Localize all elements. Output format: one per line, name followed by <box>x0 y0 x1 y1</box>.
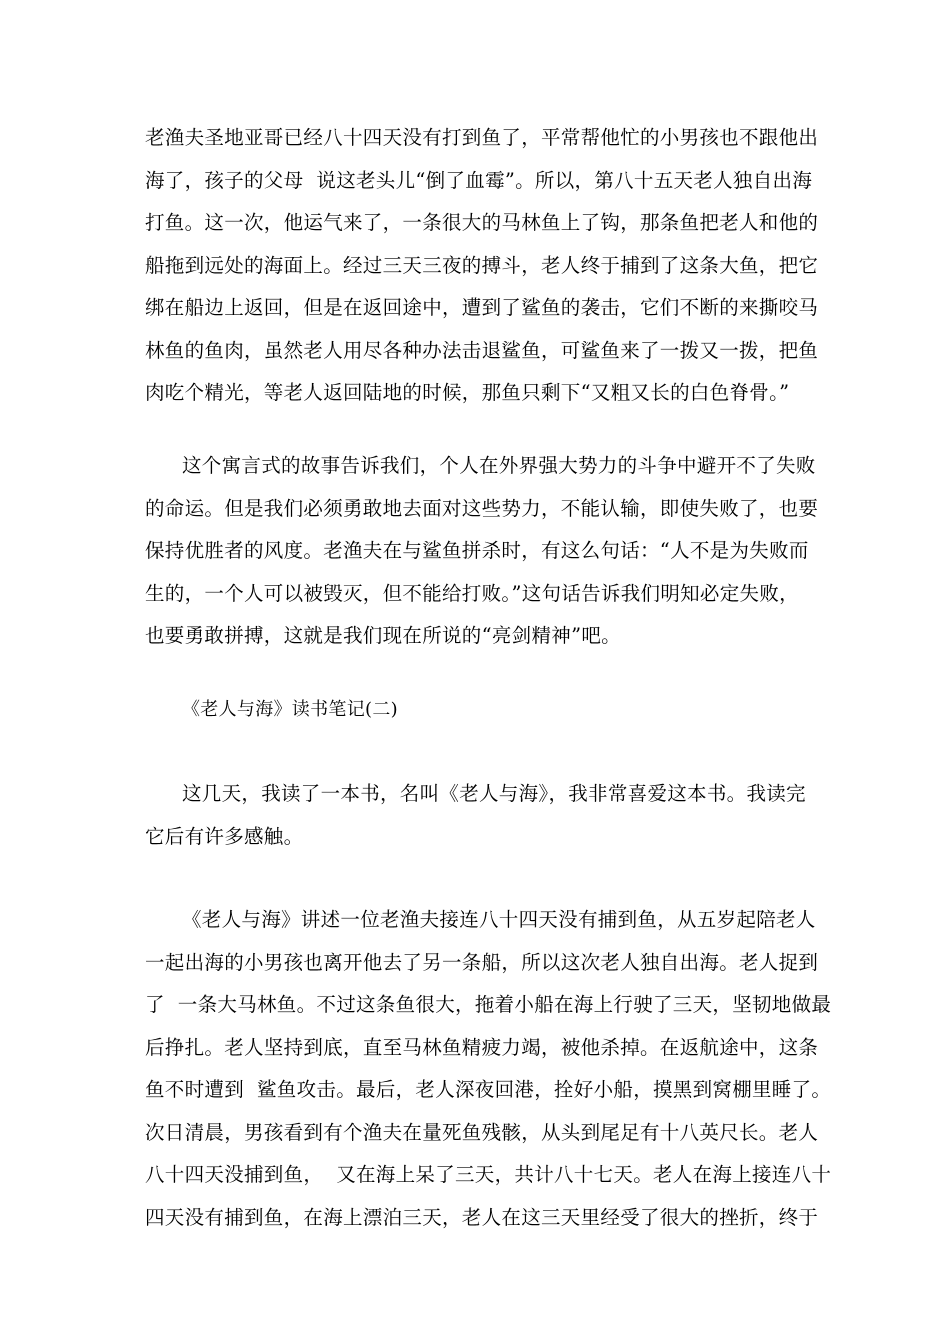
text-line: 这个寓言式的故事告诉我们，个人在外界强大势力的斗争中避开不了失败 <box>182 454 816 477</box>
text-line: 林鱼的鱼肉，虽然老人用尽各种办法击退鲨鱼，可鲨鱼来了一拨又一拨，把鱼 <box>145 339 819 362</box>
text-line: 了 一条大马林鱼。不过这条鱼很大，拖着小船在海上行驶了三天，坚韧地做最 <box>145 993 832 1016</box>
text-line: 肉吃个精光，等老人返回陆地的时候，那鱼只剩下“又粗又长的白色脊骨。” <box>145 381 790 404</box>
text-line: 次日清晨，男孩看到有个渔夫在量死鱼残骸，从头到尾足有十八英尺长。老人 <box>145 1121 819 1144</box>
text-line: 老渔夫圣地亚哥已经八十四天没有打到鱼了，平常帮他忙的小男孩也不跟他出 <box>145 126 819 149</box>
text-line: 保持优胜者的风度。老渔夫在与鲨鱼拼杀时，有这么句话：“人不是为失败而 <box>145 539 809 562</box>
text-line: 生的，一个人可以被毁灭，但不能给打败。”这句话告诉我们明知必定失败， <box>145 582 799 605</box>
text-line: 它后有许多感触。 <box>145 825 304 848</box>
text-line: 后挣扎。老人坚持到底，直至马林鱼精疲力竭，被他杀掉。在返航途中，这条 <box>145 1036 819 1059</box>
text-line: 的命运。但是我们必须勇敢地去面对这些势力，不能认输，即使失败了，也要 <box>145 497 819 520</box>
text-line: 这几天，我读了一本书，名叫《老人与海》，我非常喜爱这本书。我读完 <box>182 782 806 805</box>
text-line: 船拖到远处的海面上。经过三天三夜的搏斗，老人终于捕到了这条大鱼，把它 <box>145 254 819 277</box>
text-line: 打鱼。这一次，他运气来了，一条很大的马林鱼上了钩，那条鱼把老人和他的 <box>145 211 819 234</box>
text-line: 也要勇敢拼搏，这就是我们现在所说的“亮剑精神”吧。 <box>145 624 621 647</box>
text-line: 绑在船边上返回，但是在返回途中，遭到了鲨鱼的袭击，它们不断的来撕咬马 <box>145 296 819 319</box>
text-line: 海了，孩子的父母 说这老头儿“倒了血霉”。所以，第八十五天老人独自出海 <box>145 169 813 192</box>
text-line: 一起出海的小男孩也离开他去了另一条船，所以这次老人独自出海。老人捉到 <box>145 951 819 974</box>
section-heading: 《老人与海》读书笔记(二) <box>182 699 398 720</box>
text-line: 鱼不时遭到 鲨鱼攻击。最后，老人深夜回港，拴好小船，摸黑到窝棚里睡了。 <box>145 1078 832 1101</box>
text-line: 八十四天没捕到鱼， 又在海上呆了三天，共计八十七天。老人在海上接连八十 <box>145 1163 832 1186</box>
text-line: 四天没有捕到鱼，在海上漂泊三天，老人在这三天里经受了很大的挫折，终于 <box>145 1206 819 1229</box>
text-line: 《老人与海》讲述一位老渔夫接连八十四天没有捕到鱼，从五岁起陪老人 <box>182 908 816 931</box>
